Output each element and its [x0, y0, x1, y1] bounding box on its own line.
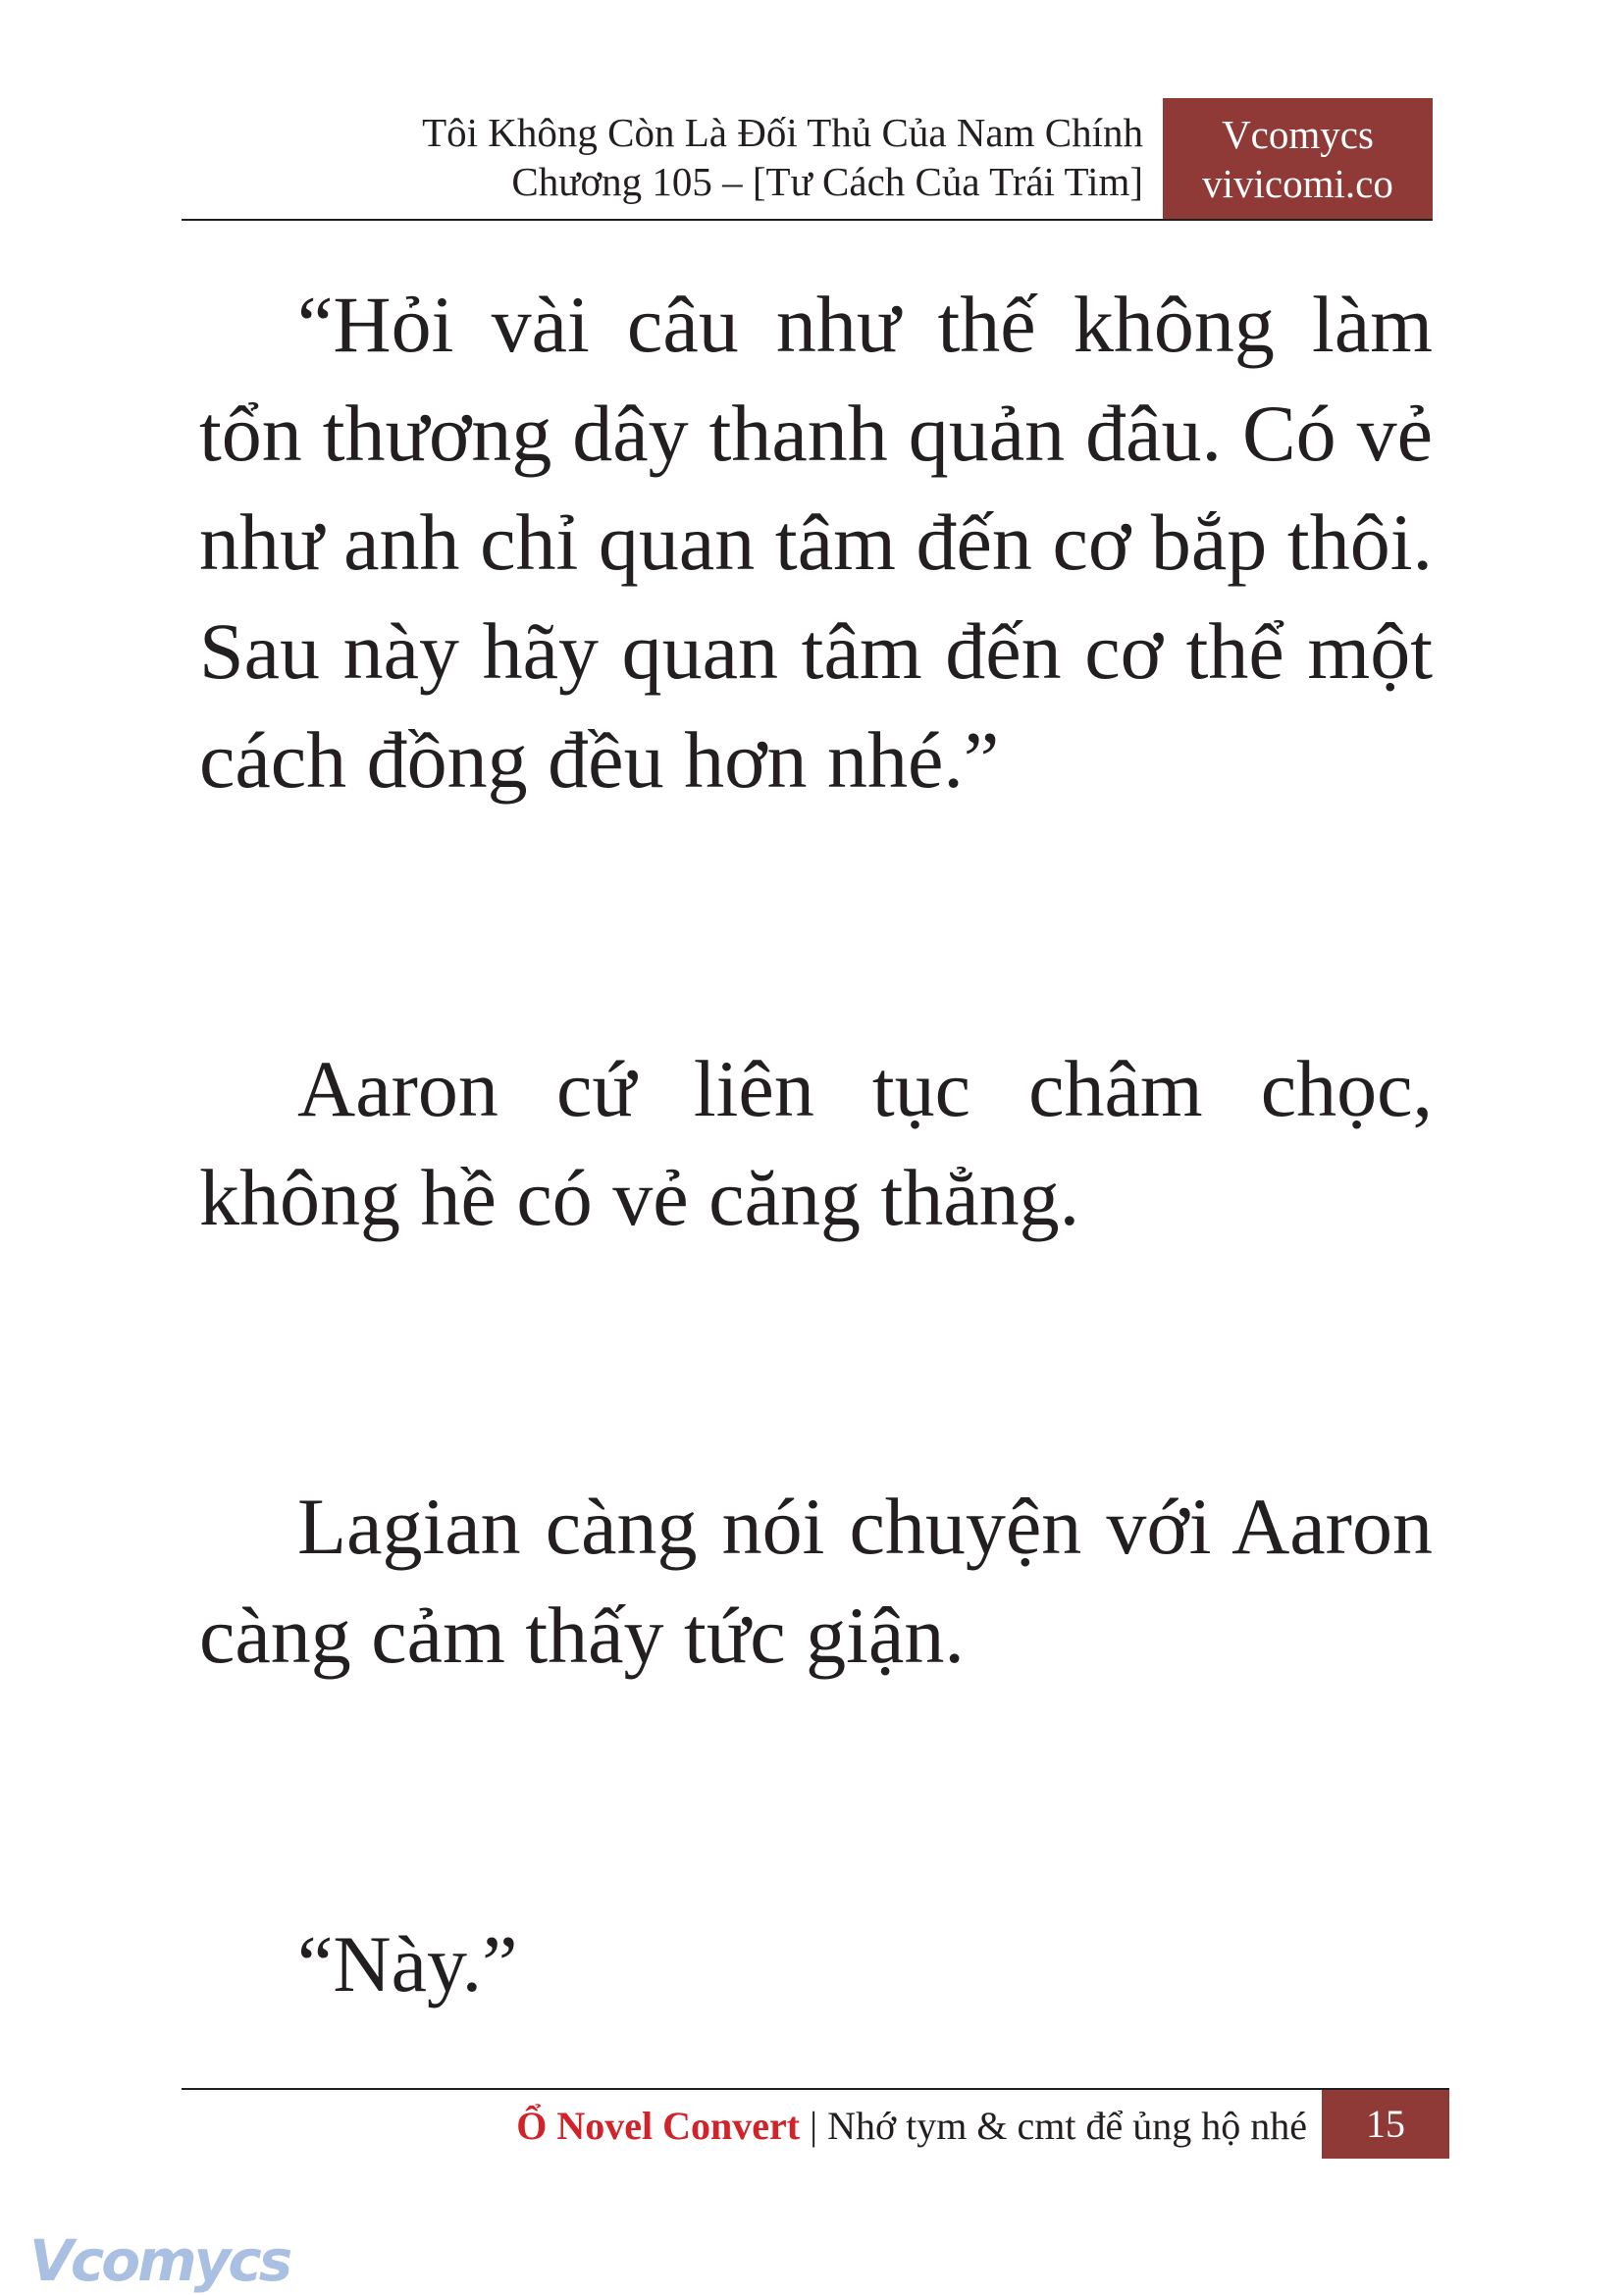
header-titles	[422, 108, 1143, 206]
paragraph: Lagian càng nói chuyện với Aaron càng cảm thấy tức giận.	[199, 1482, 1433, 1680]
page-header	[182, 98, 1433, 221]
page-number: 15	[1322, 2090, 1449, 2159]
watermark-logo: Vcomycs	[29, 2227, 290, 2294]
page-footer	[182, 2088, 1449, 2159]
chapter-body	[199, 270, 1433, 2238]
book-title: Tôi Không Còn Là Đối Thủ Của Nam Chính	[422, 110, 1143, 155]
chapter-title: Chương 105 – [Tư Cách Của Trái Tim]	[511, 159, 1143, 204]
footer-brand: Ổ Novel Convert	[516, 2104, 801, 2148]
paragraph: Aaron cứ liên tục châm chọc, không hề có vẻ căng thẳng.	[199, 1044, 1433, 1242]
footer-separator: |	[810, 2104, 818, 2148]
site-badge	[1163, 98, 1433, 219]
footer-message: Nhớ tym & cmt để ủng hộ nhé	[827, 2104, 1307, 2148]
paragraph: “Này.”	[297, 1919, 518, 2008]
site-name: Vcomycs	[1222, 112, 1374, 157]
paragraph: “Hỏi vài câu như thế không làm tổn thương dây thanh quản đâu. Có vẻ như anh chỉ quan tâm đến cơ bắp thôi. Sau này hãy quan tâm đến cơ thể một cách đồng đều hơn nhé.”	[199, 280, 1433, 805]
footer-text	[516, 2102, 1307, 2151]
site-url: vivicomi.co	[1202, 161, 1393, 206]
